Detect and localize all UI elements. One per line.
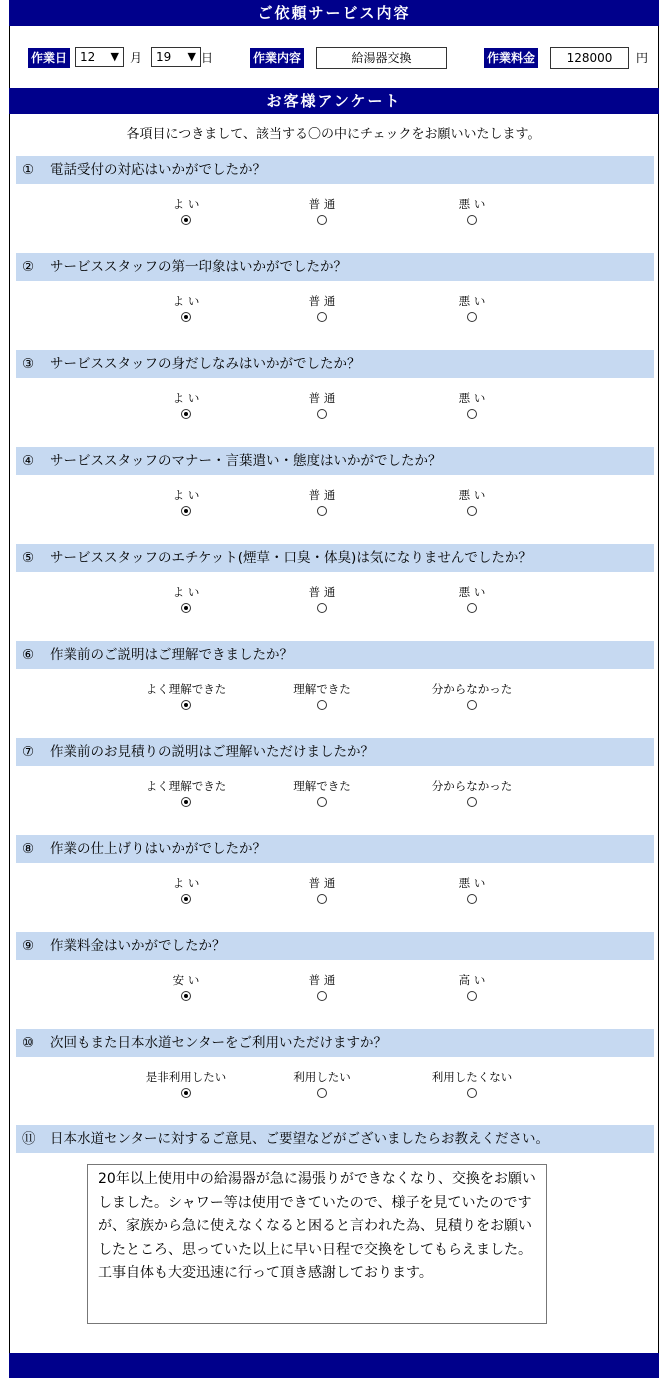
day-unit: 日 (201, 51, 214, 65)
radio-button[interactable] (467, 700, 477, 710)
question-number: ⑥ (22, 647, 35, 663)
question-5-header (16, 544, 654, 572)
radio-button[interactable] (467, 215, 477, 225)
radio-button[interactable] (181, 603, 191, 613)
question-number: ⑪ (22, 1131, 36, 1147)
question-8-header (16, 835, 654, 863)
option-label: 普 通 (308, 197, 336, 211)
radio-button[interactable] (317, 409, 327, 419)
question-number: ② (22, 259, 35, 275)
radio-button[interactable] (317, 603, 327, 613)
option-label: 分からなかった (431, 682, 513, 696)
radio-button[interactable] (317, 894, 327, 904)
option-label: よ い (172, 294, 200, 308)
option-label: 分からなかった (431, 779, 513, 793)
month-value: 12 (80, 50, 96, 64)
radio-button[interactable] (467, 894, 477, 904)
question-number: ⑤ (22, 550, 35, 566)
option-label: よく理解できた (145, 779, 227, 793)
option-label: 高 い (458, 973, 486, 987)
work-content-label: 作業内容 (250, 48, 304, 68)
survey-instruction: 各項目につきまして、該当する〇の中にチェックをお願いいたします。 (126, 127, 541, 142)
question-number: ⑦ (22, 744, 35, 760)
option-label: 理解できた (293, 682, 351, 696)
option-label: 悪 い (458, 876, 486, 890)
work-date-label: 作業日 (28, 48, 70, 68)
option-label: よ い (172, 585, 200, 599)
radio-button[interactable] (317, 215, 327, 225)
question-text: サービススタッフのマナー・言葉遣い・態度はいかがでしたか？ (50, 453, 442, 469)
radio-button[interactable] (467, 506, 477, 516)
work-content-field[interactable]: 給湯器交換 (316, 47, 447, 69)
option-label: 悪 い (458, 488, 486, 502)
option-label: 普 通 (308, 488, 336, 502)
question-text: サービススタッフのエチケット(煙草・口臭・体臭)は気になりませんでしたか？ (50, 550, 532, 566)
fee-unit: 円 (636, 51, 649, 65)
question-4-header (16, 447, 654, 475)
question-10-header (16, 1029, 654, 1057)
question-11-header (16, 1125, 654, 1153)
radio-button[interactable] (317, 700, 327, 710)
question-number: ① (22, 162, 35, 178)
option-label: 普 通 (308, 973, 336, 987)
day-value: 19 (156, 50, 172, 64)
radio-button[interactable] (317, 991, 327, 1001)
option-label: 利用したくない (431, 1070, 513, 1084)
option-label: 安 い (172, 973, 200, 987)
radio-button[interactable] (467, 797, 477, 807)
option-label: 普 通 (308, 391, 336, 405)
option-label: よ い (172, 197, 200, 211)
question-text: 作業の仕上げりはいかがでしたか？ (50, 841, 266, 857)
radio-button[interactable] (467, 312, 477, 322)
question-text: 日本水道センターに対するご意見、ご要望などがございましたらお教えください。 (50, 1131, 549, 1147)
question-text: サービススタッフの身だしなみはいかがでしたか？ (50, 356, 361, 372)
option-label: 是非利用したい (145, 1070, 227, 1084)
radio-button[interactable] (181, 215, 191, 225)
radio-button[interactable] (181, 797, 191, 807)
month-unit: 月 (130, 51, 143, 65)
radio-button[interactable] (181, 506, 191, 516)
radio-button[interactable] (317, 312, 327, 322)
radio-button[interactable] (467, 409, 477, 419)
comment-textarea[interactable]: 20年以上使用中の給湯器が急に湯張りができなくなり、交換をお願いしました。シャワー等は使用できていたので、様子を見ていたのですが、家族から急に使えなくなると困ると言われた為、見積りをお願いしたところ、思っていた以上に早い日程で交換をしてもらえました。工事自体も大変迅速に行って頂き感謝しております。 (87, 1164, 547, 1324)
question-1-header (16, 156, 654, 184)
option-label: よ い (172, 488, 200, 502)
fee-field[interactable]: 128000 (550, 47, 629, 69)
radio-button[interactable] (317, 1088, 327, 1098)
question-number: ⑧ (22, 841, 35, 857)
day-select[interactable] (151, 47, 201, 67)
radio-button[interactable] (181, 894, 191, 904)
chevron-down-icon: ▼ (187, 50, 196, 63)
question-6-header (16, 641, 654, 669)
question-text: 次回もまた日本水道センターをご利用いただけますか？ (50, 1035, 387, 1051)
option-label: 理解できた (293, 779, 351, 793)
question-number: ④ (22, 453, 35, 469)
radio-button[interactable] (181, 409, 191, 419)
radio-button[interactable] (181, 1088, 191, 1098)
footer-bar (9, 1353, 659, 1378)
question-text: 作業前のお見積りの説明はご理解いただけましたか？ (50, 744, 374, 760)
radio-button[interactable] (181, 991, 191, 1001)
option-label: 悪 い (458, 197, 486, 211)
question-number: ③ (22, 356, 35, 372)
option-label: 悪 い (458, 585, 486, 599)
option-label: 普 通 (308, 294, 336, 308)
radio-button[interactable] (467, 1088, 477, 1098)
question-text: サービススタッフの第一印象はいかがでしたか？ (50, 259, 347, 275)
question-7-header (16, 738, 654, 766)
option-label: よく理解できた (145, 682, 227, 696)
service-section-title: ご依頼サービス内容 (9, 0, 659, 26)
chevron-down-icon: ▼ (110, 50, 119, 63)
radio-button[interactable] (467, 603, 477, 613)
radio-button[interactable] (467, 991, 477, 1001)
fee-label: 作業料金 (484, 48, 538, 68)
radio-button[interactable] (317, 506, 327, 516)
service-info-row (0, 46, 667, 70)
option-label: よ い (172, 876, 200, 890)
question-number: ⑩ (22, 1035, 35, 1051)
question-text: 作業料金はいかがでしたか？ (50, 938, 226, 954)
radio-button[interactable] (181, 312, 191, 322)
radio-button[interactable] (317, 797, 327, 807)
question-text: 作業前のご説明はご理解できましたか？ (50, 647, 293, 663)
question-text: 電話受付の対応はいかがでしたか？ (50, 162, 266, 178)
month-select[interactable] (75, 47, 124, 67)
option-label: 悪 い (458, 391, 486, 405)
survey-section-title: お客様アンケート (9, 88, 659, 114)
question-2-header (16, 253, 654, 281)
option-label: よ い (172, 391, 200, 405)
question-3-header (16, 350, 654, 378)
option-label: 普 通 (308, 876, 336, 890)
option-label: 悪 い (458, 294, 486, 308)
option-label: 利用したい (293, 1070, 351, 1084)
question-number: ⑨ (22, 938, 35, 954)
option-label: 普 通 (308, 585, 336, 599)
question-9-header (16, 932, 654, 960)
radio-button[interactable] (181, 700, 191, 710)
